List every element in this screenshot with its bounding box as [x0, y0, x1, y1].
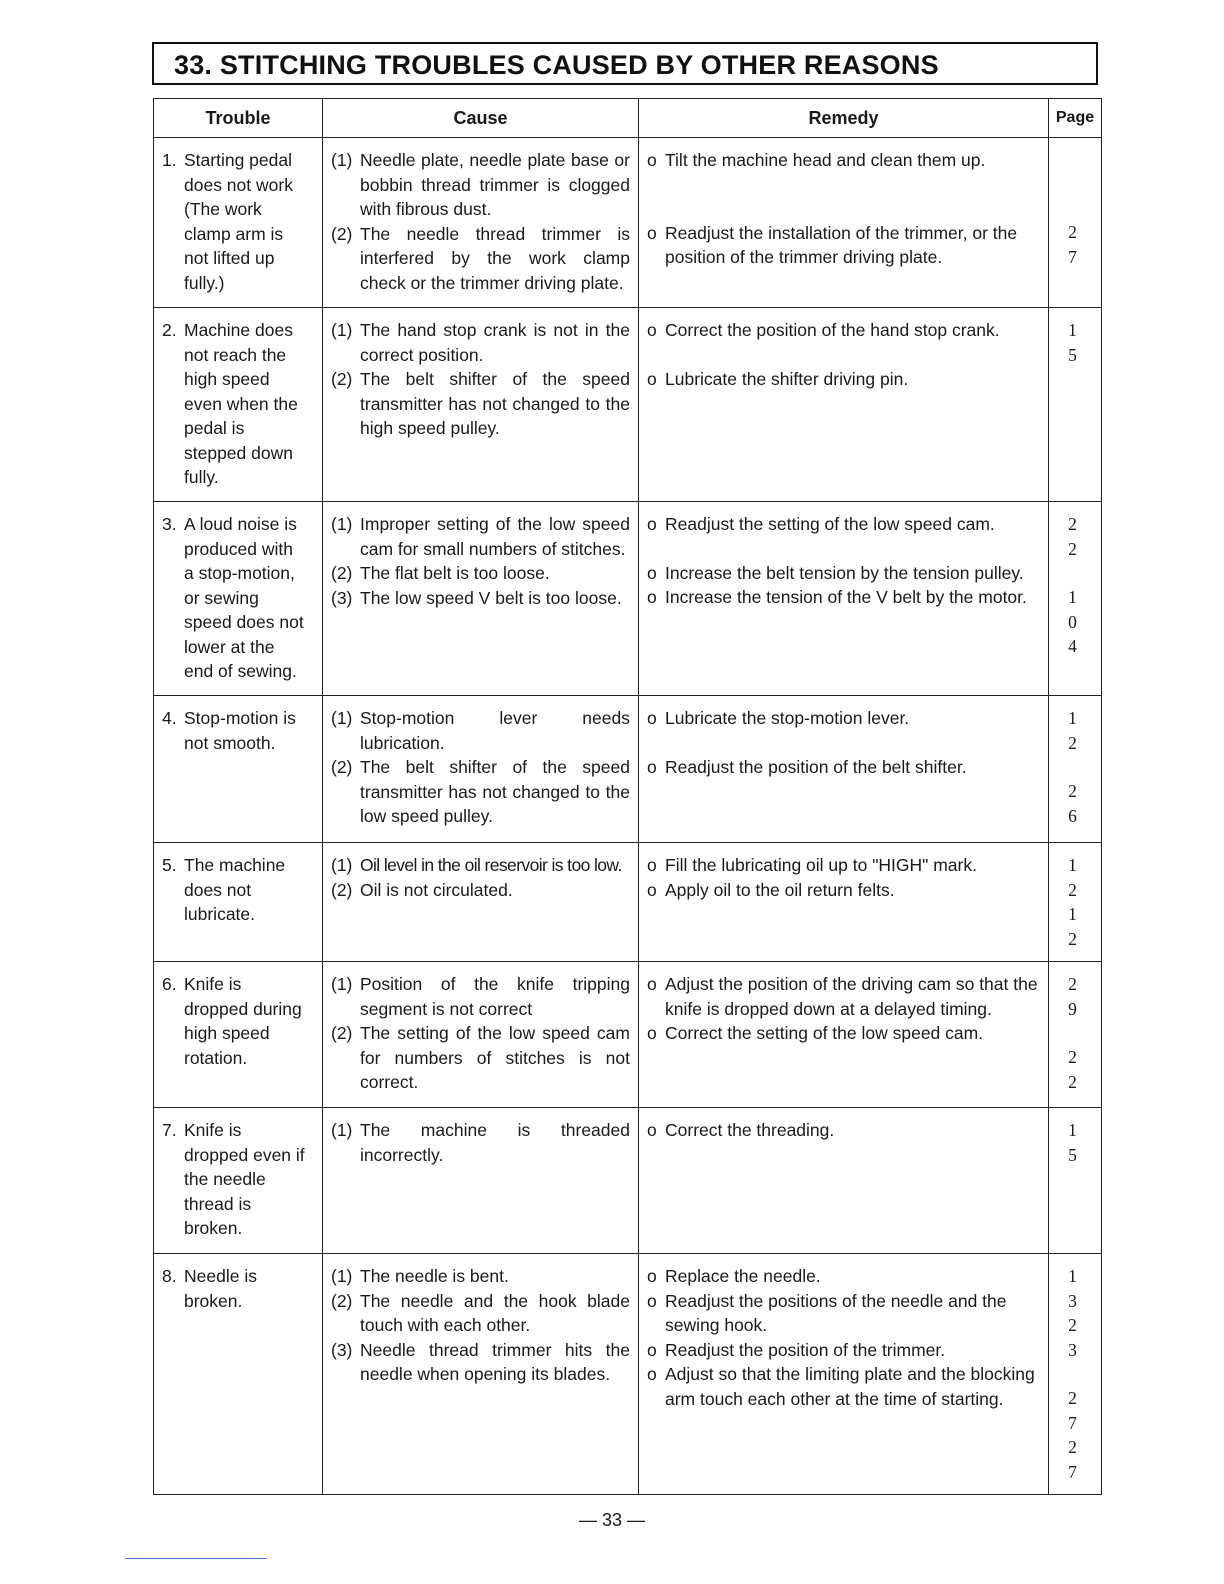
cause-number: (2): [331, 369, 353, 389]
cause-text: The belt shifter of the speed transmitter has not changed to the low speed pulley.: [360, 757, 630, 826]
trouble-text: A loud noise is produced with a stop-motion, or sewing speed does not lower at the end of sewing.: [184, 514, 304, 681]
remedy-text: Readjust the position of the belt shifter.: [665, 756, 967, 777]
cause-number: (1): [331, 708, 353, 728]
trouble-cell: [154, 1254, 323, 1495]
cause-number: (3): [331, 587, 353, 608]
remedy-text: Correct the setting of the low speed cam.: [665, 1023, 984, 1043]
cause-cell: [323, 1108, 639, 1254]
cause-number: (2): [331, 563, 353, 583]
trouble-number: 8.: [162, 1266, 177, 1286]
remedy-text: Correct the position of the hand stop crank.: [665, 320, 1000, 340]
page-ref: 2 7: [1068, 222, 1082, 267]
remedy-bullet: o: [647, 150, 657, 170]
table-row: [154, 962, 1102, 1108]
cause-number: (1): [331, 974, 353, 994]
cause-text: The needle thread trimmer is interfered by the work clamp check or the trimmer driving plate.: [360, 223, 630, 293]
cause-text: The low speed V belt is too loose.: [360, 587, 622, 608]
page-ref: 2 2: [1068, 514, 1082, 559]
cause-text: Improper setting of the low speed cam for small numbers of stitches.: [360, 514, 630, 559]
cause-text: Needle plate, needle plate base or bobbin thread trimmer is clogged with fibrous dust.: [360, 150, 630, 219]
cause-text: The machine is threaded incorrectly.: [360, 1120, 630, 1165]
trouble-number: 1.: [162, 150, 177, 170]
remedy-bullet: o: [647, 1364, 657, 1384]
remedy-text: Increase the tension of the V belt by the motor.: [665, 587, 1027, 607]
trouble-text: Knife is dropped during high speed rotation.: [184, 974, 302, 1068]
cause-number: (1): [331, 150, 353, 170]
remedy-text: Readjust the setting of the low speed cam.: [665, 514, 995, 534]
page-ref: 1 3: [1068, 1266, 1082, 1311]
remedy-bullet: o: [647, 855, 657, 875]
page-cell: [1049, 138, 1102, 308]
remedy-cell: [639, 1108, 1049, 1254]
remedy-bullet: o: [647, 1023, 657, 1043]
page-cell: [1049, 1108, 1102, 1254]
cause-cell: [323, 696, 639, 843]
header-page: Page: [1049, 99, 1102, 138]
remedy-text: Lubricate the shifter driving pin.: [665, 368, 909, 389]
remedy-bullet: o: [647, 587, 657, 607]
cause-number: (2): [331, 1023, 353, 1043]
trouble-number: 5.: [162, 855, 177, 875]
cause-number: (1): [331, 1266, 353, 1286]
trouble-number: 3.: [162, 514, 177, 534]
table-row: [154, 502, 1102, 696]
page-ref: 2 7: [1068, 1437, 1082, 1482]
remedy-bullet: o: [647, 1290, 657, 1311]
remedy-bullet: o: [647, 879, 657, 900]
trouble-cell: [154, 962, 323, 1108]
cause-text: The needle is bent.: [360, 1266, 509, 1286]
table-row: [154, 138, 1102, 308]
trouble-text: Stop-motion is not smooth.: [184, 708, 296, 753]
page-ref: 1 0: [1068, 587, 1082, 632]
remedy-cell: [639, 843, 1049, 962]
cause-text: The belt shifter of the speed transmitter has not changed to the high speed pulley.: [360, 369, 630, 438]
trouble-cell: [154, 696, 323, 843]
trouble-number: 2.: [162, 320, 177, 340]
remedy-bullet: o: [647, 222, 657, 243]
remedy-cell: [639, 308, 1049, 502]
remedy-cell: [639, 1254, 1049, 1495]
remedy-text: Apply oil to the oil return felts.: [665, 879, 895, 900]
remedy-text: Tilt the machine head and clean them up.: [665, 150, 986, 170]
footer-rule: [125, 1558, 267, 1559]
remedy-bullet: o: [647, 514, 657, 534]
page-cell: [1049, 843, 1102, 962]
remedy-cell: [639, 502, 1049, 696]
remedy-text: Readjust the installation of the trimmer, or the position of the trimmer driving plate.: [665, 222, 1018, 267]
cause-number: (1): [331, 320, 353, 340]
trouble-number: 6.: [162, 974, 177, 994]
cause-text: Needle thread trimmer hits the needle when opening its blades.: [360, 1339, 630, 1384]
trouble-text: Knife is dropped even if the needle thread is broken.: [184, 1120, 305, 1238]
trouble-number: 4.: [162, 708, 177, 728]
remedy-text: Readjust the position of the trimmer.: [665, 1339, 946, 1360]
page-ref: 2 6: [1068, 781, 1082, 826]
remedy-bullet: o: [647, 368, 657, 389]
table-row: [154, 1108, 1102, 1254]
remedy-cell: [639, 696, 1049, 843]
header-trouble: Trouble: [154, 99, 323, 138]
remedy-text: Readjust the positions of the needle and the sewing hook.: [665, 1290, 1007, 1335]
remedy-bullet: o: [647, 756, 657, 777]
table-row: [154, 1254, 1102, 1495]
remedy-text: Lubricate the stop-motion lever.: [665, 708, 910, 728]
cause-number: (2): [331, 223, 353, 244]
trouble-number: 7.: [162, 1120, 177, 1140]
remedy-text: Replace the needle.: [665, 1266, 821, 1286]
trouble-text: Needle is broken.: [184, 1266, 257, 1311]
cause-number: (1): [331, 1120, 353, 1140]
remedy-bullet: o: [647, 1339, 657, 1360]
cause-cell: [323, 502, 639, 696]
page-ref: 1 2: [1068, 855, 1082, 900]
remedy-bullet: o: [647, 320, 657, 340]
cause-text: Oil level in the oil reservoir is too low.: [360, 855, 622, 875]
page-ref: 1 5: [1068, 1120, 1082, 1165]
cause-cell: [323, 308, 639, 502]
page-ref: 2 7: [1068, 1388, 1082, 1433]
remedy-bullet: o: [647, 974, 657, 994]
cause-number: (3): [331, 1339, 353, 1360]
trouble-text: The machine does not lubricate.: [184, 855, 286, 924]
cause-text: The needle and the hook blade touch with each other.: [360, 1290, 630, 1335]
cause-text: The hand stop crank is not in the correct position.: [360, 320, 630, 365]
page-cell: [1049, 502, 1102, 696]
header-cause: Cause: [323, 99, 639, 138]
page-ref: 1 2: [1068, 904, 1082, 949]
table-row: [154, 843, 1102, 962]
trouble-cell: [154, 138, 323, 308]
page-ref: 2 3: [1068, 1315, 1082, 1360]
section-title-box: [152, 42, 1098, 85]
trouble-cell: [154, 843, 323, 962]
page-ref: 1 5: [1068, 320, 1082, 365]
remedy-text: Increase the belt tension by the tension pulley.: [665, 562, 1024, 583]
cause-text: Oil is not circulated.: [360, 879, 513, 900]
remedy-text: Fill the lubricating oil up to "HIGH" mark.: [665, 855, 977, 875]
cause-number: (1): [331, 855, 353, 875]
cause-number: (2): [331, 879, 353, 900]
trouble-cell: [154, 502, 323, 696]
remedy-bullet: o: [647, 708, 657, 728]
remedy-cell: [639, 962, 1049, 1108]
cause-number: (2): [331, 757, 353, 777]
cause-text: The setting of the low speed cam for numbers of stitches is not correct.: [360, 1023, 630, 1092]
page-cell: [1049, 308, 1102, 502]
cause-cell: [323, 962, 639, 1108]
cause-number: (1): [331, 514, 353, 534]
cause-text: Position of the knife tripping segment is not correct: [360, 974, 630, 1019]
remedy-bullet: o: [647, 1266, 657, 1286]
page-ref: 2 9: [1068, 974, 1082, 1019]
table-header-row: [154, 99, 1102, 138]
cause-cell: [323, 843, 639, 962]
header-remedy: Remedy: [639, 99, 1049, 138]
cause-number: (2): [331, 1290, 353, 1311]
page-ref: 1 2: [1068, 708, 1082, 753]
page-ref: 2 2: [1068, 1047, 1082, 1092]
trouble-text: Machine does not reach the high speed even when the pedal is stepped down fully.: [184, 320, 298, 487]
remedy-text: Adjust so that the limiting plate and the blocking arm touch each other at the time of starting.: [665, 1364, 1035, 1409]
cause-cell: [323, 1254, 639, 1495]
section-title: 33. STITCHING TROUBLES CAUSED BY OTHER REASONS: [174, 50, 939, 80]
page-cell: [1049, 962, 1102, 1108]
cause-text: The flat belt is too loose.: [360, 563, 550, 583]
remedy-bullet: o: [647, 1120, 657, 1140]
remedy-text: Adjust the position of the driving cam so that the knife is dropped down at a delayed timing.: [665, 974, 1038, 1019]
page-ref: 4: [1068, 636, 1082, 656]
trouble-cell: [154, 308, 323, 502]
table-row: [154, 308, 1102, 502]
page-cell: [1049, 1254, 1102, 1495]
troubleshooting-table: [153, 98, 1102, 1495]
cause-text: Stop-motion lever needs lubrication.: [360, 708, 630, 753]
page-cell: [1049, 696, 1102, 843]
remedy-bullet: o: [647, 562, 657, 583]
page-number: — 33 —: [578, 1510, 646, 1530]
remedy-cell: [639, 138, 1049, 308]
remedy-text: Correct the threading.: [665, 1120, 835, 1140]
table-row: [154, 696, 1102, 843]
cause-cell: [323, 138, 639, 308]
trouble-text: Starting pedal does not work (The work clamp arm is not lifted up fully.): [184, 150, 293, 293]
trouble-cell: [154, 1108, 323, 1254]
